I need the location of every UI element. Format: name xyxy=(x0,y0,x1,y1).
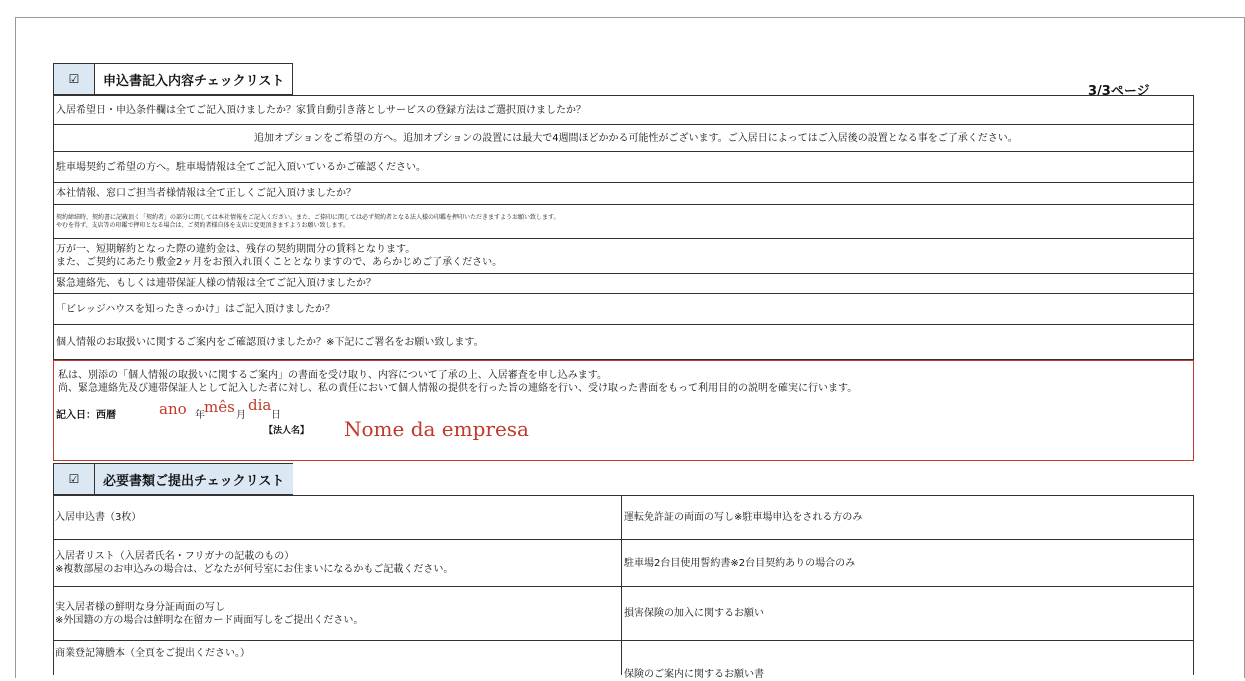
check-row-8: 「ビレッジハウスを知ったきっかけ」はご記入頂けましたか？ xyxy=(53,294,1194,325)
handwritten-month[interactable]: mês xyxy=(204,398,235,416)
check-row-9: 個人情報のお取扱いに関するご案内をご確認頂けましたか？※下記にご署名をお願い致します。 xyxy=(53,325,1194,360)
page-number: 3/3ページ xyxy=(1088,84,1150,99)
required-doc-right-4: 保険のご案内に関するお願い書 xyxy=(624,669,764,680)
consent-text-1: 私は、別添の「個人情報の取扱いに関するご案内」の書面を受け取り、内容について了承の上、入居審査を申し込みます。 xyxy=(58,370,607,381)
section2-check-icon[interactable]: ☑ xyxy=(53,463,95,495)
required-doc-right-2: 駐車場2台目使用誓約書※2台目契約ありの場合のみ xyxy=(622,540,1193,587)
check-row-6: 万が一、短期解約となった際の違約金は、残存の契約期間分の賃料となります。 また、ご契約にあたり敷金2ヶ月をお預入れ頂くこととなりますので、あらかじめご了承ください。 xyxy=(53,239,1194,274)
day-label: 日 xyxy=(271,410,281,421)
month-label: 月 xyxy=(236,410,246,421)
year-label: 年 xyxy=(195,410,205,421)
required-doc-left-3: 実入居者様の鮮明な身分証両面の写し ※外国籍の方の場合は鮮明な在留カード両面写しをご提出ください。 xyxy=(53,587,621,641)
required-doc-left-1: 入居申込書（3枚） xyxy=(53,496,621,540)
handwritten-year[interactable]: ano xyxy=(159,400,187,418)
consent-text-2: 尚、緊急連絡先及び連帯保証人として記入した者に対し、私の責任において個人情報の提供を行った旨の連絡を行い、受け取った書面をもって利用目的の説明を確実に行います。 xyxy=(58,383,858,394)
required-doc-left-4: 商業登記簿謄本（全頁をご提出ください。） xyxy=(55,648,250,659)
check-row-1: 入居希望日・申込条件欄は全てご記入頂けましたか？家賃自動引き落としサービスの登録方法はご選択頂けましたか？ xyxy=(53,96,1194,125)
check-row-4: 本社情報、窓口ご担当者様情報は全て正しくご記入頂けましたか？ xyxy=(53,183,1194,205)
section1-check-icon[interactable]: ☑ xyxy=(53,63,95,95)
date-label: 記入日：西暦 xyxy=(56,410,116,421)
handwritten-company[interactable]: Nome da empresa xyxy=(344,417,529,441)
required-doc-right-3: 損害保険の加入に関するお願い xyxy=(622,587,1193,641)
handwritten-day[interactable]: dia xyxy=(248,396,272,414)
corp-name-label: 【法人名】 xyxy=(264,426,310,436)
required-doc-left-2: 入居者リスト（入居者氏名・フリガナの記載のもの） ※複数部屋のお申込みの場合は、どなたが何号室にお住まいになるかもご記載ください。 xyxy=(53,540,621,587)
check-row-7: 緊急連絡先、もしくは連帯保証人様の情報は全てご記入頂けましたか？ xyxy=(53,274,1194,294)
check-row-2: 追加オプションをご希望の方へ。追加オプションの設置には最大で4週間ほどかかる可能性がございます。ご入居日によってはご入居後の設置となる事をご了承ください。 xyxy=(53,125,1194,152)
section1-title: 申込書記入内容チェックリスト xyxy=(95,63,293,95)
required-doc-right-1: 運転免許証の両面の写し※駐車場申込をされる方のみ xyxy=(622,496,1193,540)
check-row-3: 駐車場契約ご希望の方へ。駐車場情報は全てご記入頂いているかご確認ください。 xyxy=(53,152,1194,183)
check-row-5: 契約締結時、契約書に記載頂く「契約者」の部分に関しては本社情報をご記入ください。また、ご捺印に関しては必ず契約者となる法人様の印鑑を押印いただきますようお願い致します。 やむを得ず、支店等の印鑑で押印となる場合は、ご契約者様自体を支店に変更頂きますようお願い致します。 xyxy=(53,205,1194,239)
section2-title: 必要書類ご提出チェックリスト xyxy=(95,463,293,495)
consent-box xyxy=(53,360,1194,461)
